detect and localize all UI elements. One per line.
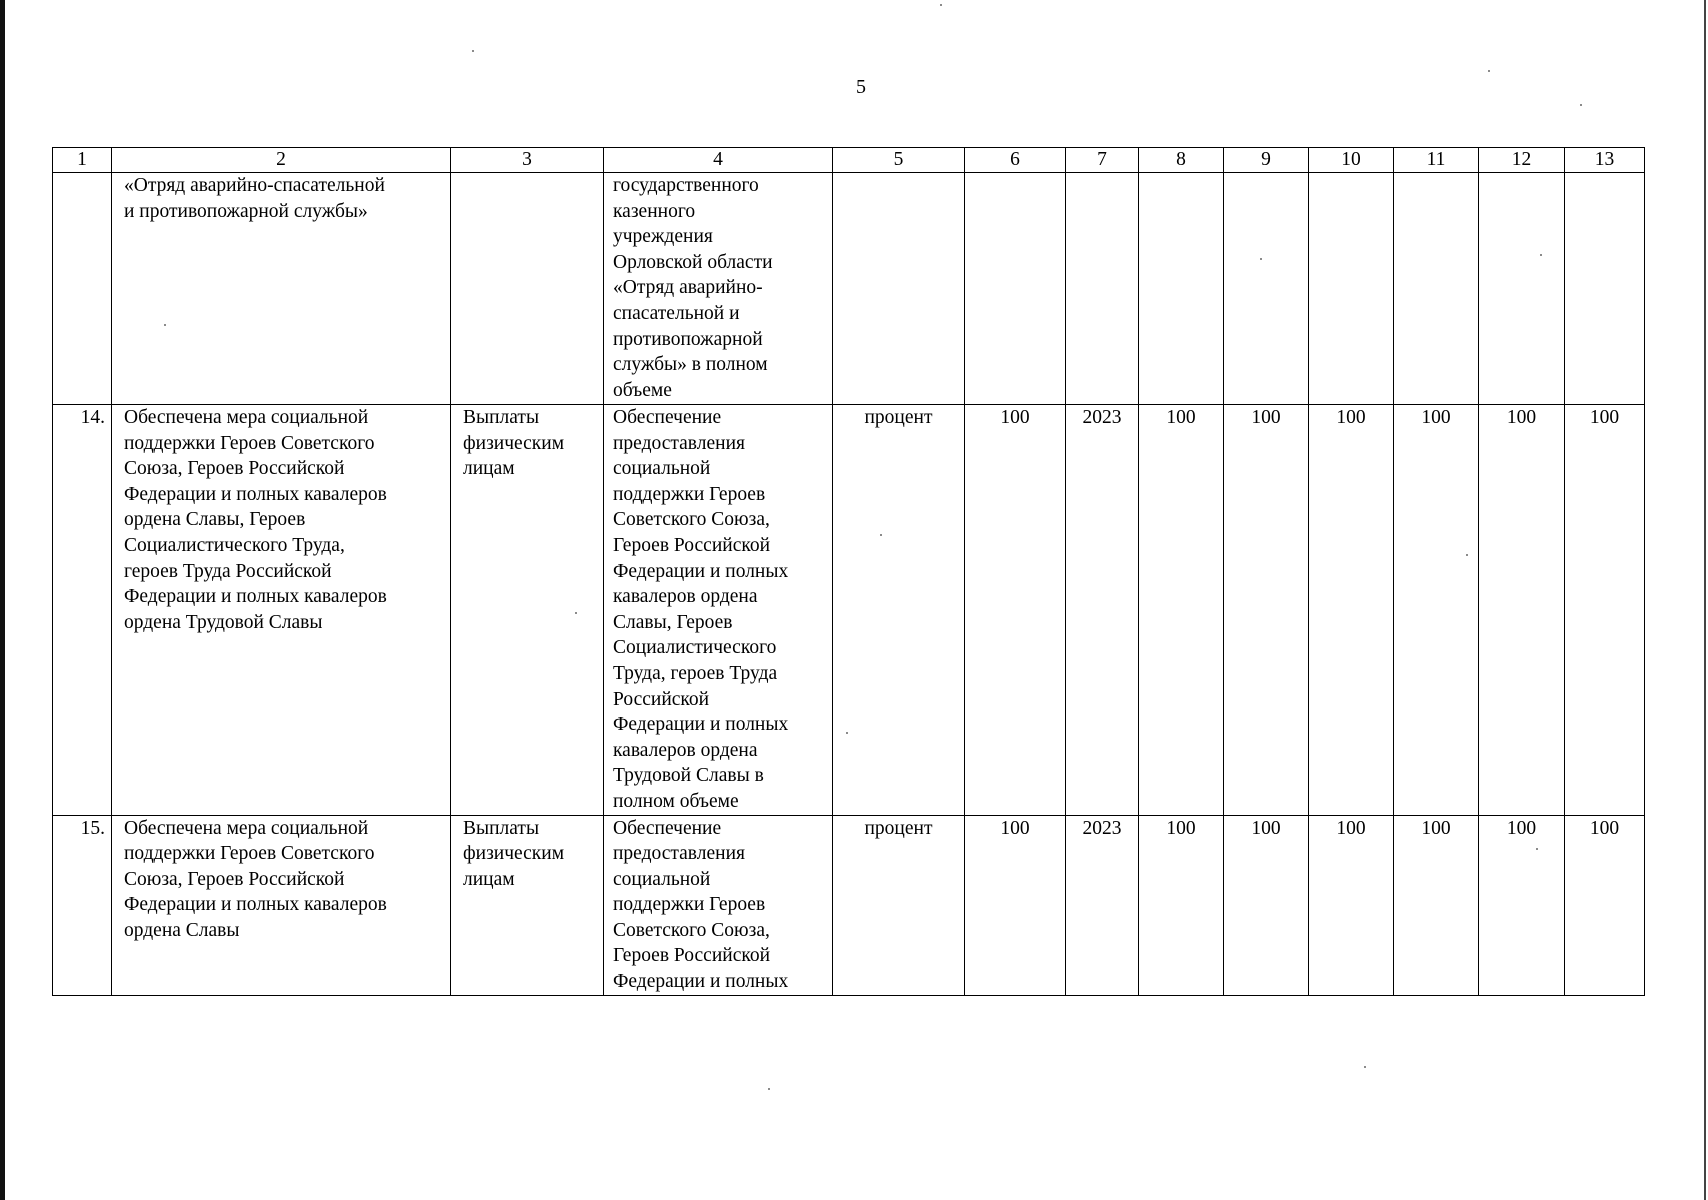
scan-speck [164, 324, 166, 326]
row-number: 15. [53, 815, 112, 995]
result-indicator: государственного казенного учреждения Орловской области «Отряд аварийно- спасательной и противопожарной службы» в полном объеме [604, 173, 833, 405]
header-cell: 3 [451, 148, 604, 173]
value-cell: 100 [1565, 815, 1645, 995]
header-cell: 7 [1066, 148, 1139, 173]
value-cell: 100 [965, 815, 1066, 995]
value-cell: 100 [1479, 405, 1565, 816]
value-cell [1309, 173, 1394, 405]
result-name: Обеспечена мера социальной поддержки Героев Советского Союза, Героев Российской Федерации и полных кавалеров ордена Славы, Героев Социалистического Труда, героев Труда Российской Федерации и полных кавалеров ордена Трудовой Славы [112, 405, 451, 816]
header-cell: 11 [1394, 148, 1479, 173]
header-cell: 2 [112, 148, 451, 173]
table-row [53, 815, 1645, 995]
scan-speck [575, 612, 577, 614]
table-row [53, 405, 1645, 816]
scan-speck [1488, 70, 1490, 72]
scan-speck [880, 534, 882, 536]
result-type: Выплаты физическим лицам [451, 405, 604, 816]
value-cell: 100 [1139, 815, 1224, 995]
value-cell [1479, 173, 1565, 405]
year-cell: 2023 [1066, 405, 1139, 816]
scan-speck [1580, 104, 1582, 106]
unit-cell: процент [833, 405, 965, 816]
header-cell: 10 [1309, 148, 1394, 173]
result-indicator: Обеспечение предоставления социальной поддержки Героев Советского Союза, Героев Российской Федерации и полных кавалеров ордена Славы, Героев Социалистического Труда, героев Труда Российской Федерации и полных кавалеров ордена Трудовой Славы в полном объеме [604, 405, 833, 816]
value-cell: 100 [1565, 405, 1645, 816]
scan-edge-right [1704, 0, 1706, 1200]
result-name: «Отряд аварийно-спасательной и противопожарной службы» [112, 173, 451, 405]
unit-cell: процент [833, 815, 965, 995]
row-number: 14. [53, 405, 112, 816]
header-cell: 5 [833, 148, 965, 173]
header-cell: 4 [604, 148, 833, 173]
result-type: Выплаты физическим лицам [451, 815, 604, 995]
scan-speck [1536, 848, 1538, 850]
value-cell: 100 [965, 405, 1066, 816]
page-number: 5 [856, 76, 866, 98]
scan-edge-left [0, 0, 5, 1200]
result-name: Обеспечена мера социальной поддержки Героев Советского Союза, Героев Российской Федерации и полных кавалеров ордена Славы [112, 815, 451, 995]
value-cell: 100 [1479, 815, 1565, 995]
header-cell: 12 [1479, 148, 1565, 173]
header-cell: 8 [1139, 148, 1224, 173]
value-cell [1565, 173, 1645, 405]
scan-speck [1364, 1066, 1366, 1068]
unit-cell [833, 173, 965, 405]
document-table [52, 147, 1645, 996]
year-cell: 2023 [1066, 815, 1139, 995]
scan-speck [472, 50, 474, 52]
scan-speck [768, 1088, 770, 1090]
value-cell: 100 [1224, 815, 1309, 995]
scan-speck [1466, 554, 1468, 556]
result-indicator: Обеспечение предоставления социальной поддержки Героев Советского Союза, Героев Российской Федерации и полных [604, 815, 833, 995]
row-number [53, 173, 112, 405]
value-cell: 100 [1309, 405, 1394, 816]
scan-speck [940, 4, 942, 6]
header-cell: 13 [1565, 148, 1645, 173]
value-cell: 100 [1394, 815, 1479, 995]
header-cell: 1 [53, 148, 112, 173]
header-cell: 6 [965, 148, 1066, 173]
value-cell [965, 173, 1066, 405]
scan-speck [1260, 258, 1262, 260]
header-cell: 9 [1224, 148, 1309, 173]
scan-speck [1540, 254, 1542, 256]
value-cell: 100 [1224, 405, 1309, 816]
table-row [53, 173, 1645, 405]
year-cell [1066, 173, 1139, 405]
value-cell [1139, 173, 1224, 405]
table-header-row [53, 148, 1645, 173]
value-cell: 100 [1309, 815, 1394, 995]
value-cell [1224, 173, 1309, 405]
result-type [451, 173, 604, 405]
value-cell: 100 [1139, 405, 1224, 816]
value-cell [1394, 173, 1479, 405]
value-cell: 100 [1394, 405, 1479, 816]
scan-speck [846, 732, 848, 734]
